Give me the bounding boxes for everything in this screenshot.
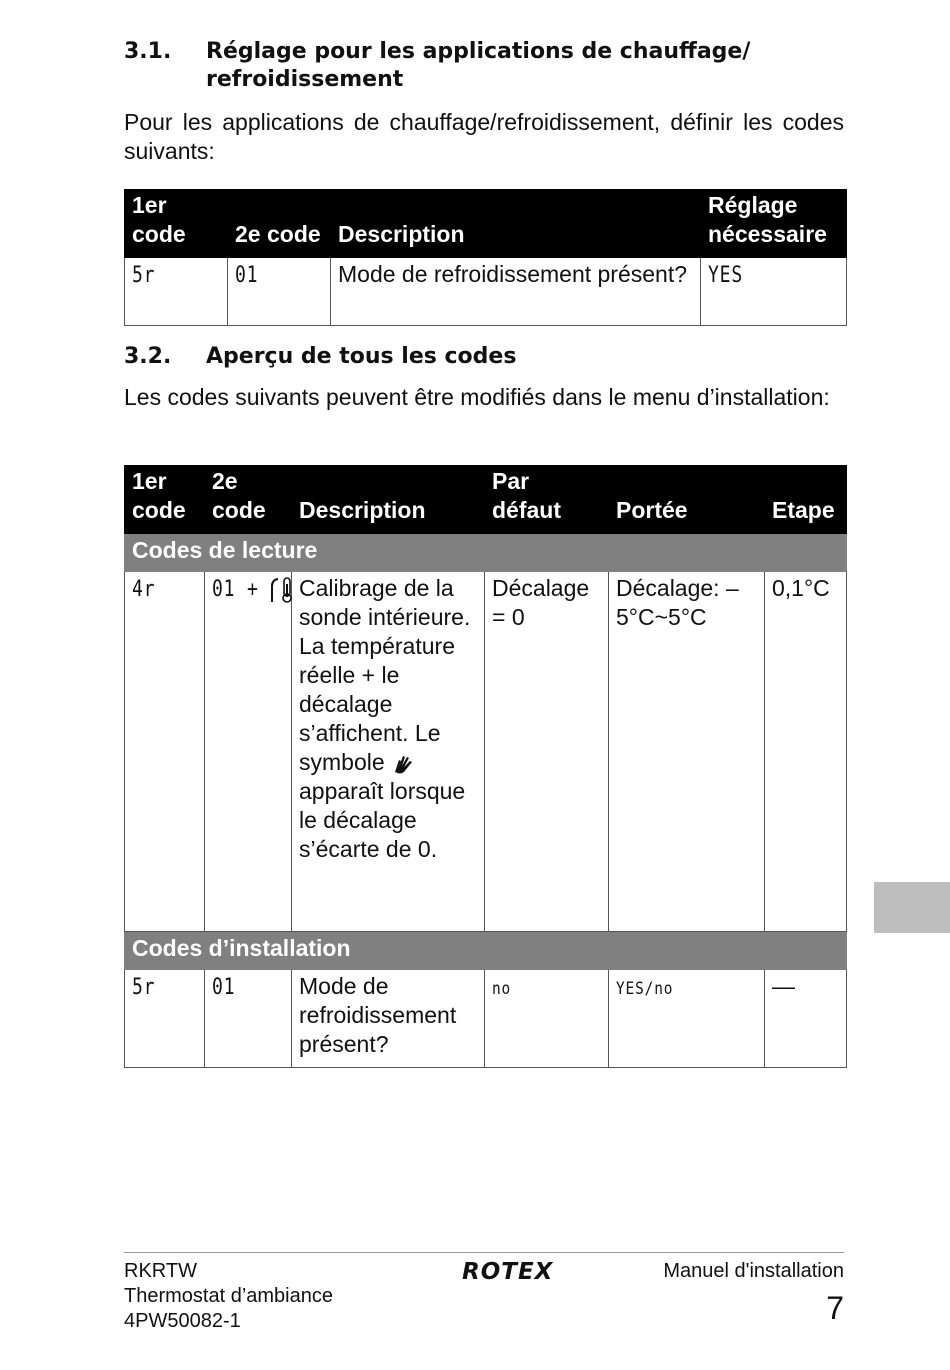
header-code1: 1er code xyxy=(125,190,228,258)
group-row-read xyxy=(125,534,847,572)
cell-description: Mode de refroidissement présent? xyxy=(331,258,701,326)
section-2-heading xyxy=(124,343,846,371)
group-label-install: Codes d’installation xyxy=(125,932,847,970)
codes-table xyxy=(124,465,847,1068)
lcd-code1: 5r xyxy=(132,263,156,288)
rotex-logo: ROTEX xyxy=(462,1259,554,1285)
section-2-number: 3.2. xyxy=(124,344,172,369)
table-row xyxy=(125,970,847,1068)
header-description: Description xyxy=(292,466,485,534)
lcd-code1: 5r xyxy=(132,975,156,1000)
description-part-2: apparaît lorsque le décalage s’écarte de 0. xyxy=(299,778,466,862)
footer-manual: Manuel d'installation xyxy=(663,1260,844,1282)
lcd-default: no xyxy=(492,979,512,999)
cell-step: — xyxy=(765,970,847,1068)
lcd-code1: 4r xyxy=(132,577,156,602)
header-description: Description xyxy=(331,190,701,258)
lcd-code2: 01 xyxy=(235,263,259,288)
header-setting: Réglage nécessaire xyxy=(701,190,847,258)
header-code2: 2e code xyxy=(228,190,331,258)
description-part-1: Calibrage de la sonde intérieure. La température réelle + le décalage s’affichent. Le symbole xyxy=(299,575,471,775)
section-2-intro: Les codes suivants peuvent être modifiés dans le menu d’installation: xyxy=(124,384,830,410)
header-step: Etape xyxy=(765,466,847,534)
footer-right xyxy=(663,1259,844,1328)
table-row xyxy=(125,572,847,932)
settings-table xyxy=(124,189,847,326)
lcd-code2: 01 + xyxy=(212,577,259,602)
cell-step: 0,1°C xyxy=(765,572,847,932)
hand-icon xyxy=(391,752,415,776)
lcd-code2: 01 xyxy=(212,975,236,1000)
footer-doc-code: 4PW50082-1 xyxy=(124,1310,241,1332)
cell-description: Mode de refroidissement présent? xyxy=(292,970,485,1068)
header-default: Par défaut xyxy=(485,466,609,534)
footer-product: RKRTW xyxy=(124,1260,197,1282)
header-code1: 1er code xyxy=(125,466,205,534)
section-1-intro: Pour les applications de chauffage/refroidissement, définir les codes suivants: xyxy=(124,109,844,164)
footer-divider xyxy=(124,1252,844,1253)
thermometer-icon xyxy=(269,576,295,604)
lcd-setting: YES xyxy=(708,263,744,288)
section-1-title: Réglage pour les applications de chauffage/ refroidissement xyxy=(206,39,751,92)
section-2-title: Aperçu de tous les codes xyxy=(206,344,517,369)
group-label-read: Codes de lecture xyxy=(125,534,847,572)
lcd-range: YES/no xyxy=(616,979,674,999)
chapter-tab xyxy=(874,882,950,933)
section-1-number: 3.1. xyxy=(124,39,172,64)
group-row-install xyxy=(125,932,847,970)
cell-range: Décalage: –5°C~5°C xyxy=(609,572,765,932)
header-code2: 2e code xyxy=(205,466,292,534)
table-row xyxy=(125,258,847,326)
cell-default: Décalage = 0 xyxy=(485,572,609,932)
header-range: Portée xyxy=(609,466,765,534)
footer-left xyxy=(124,1259,333,1334)
page-number: 7 xyxy=(826,1290,844,1326)
cell-description xyxy=(292,572,485,932)
footer-product-name: Thermostat d’ambiance xyxy=(124,1285,333,1307)
section-1-heading xyxy=(124,38,846,94)
